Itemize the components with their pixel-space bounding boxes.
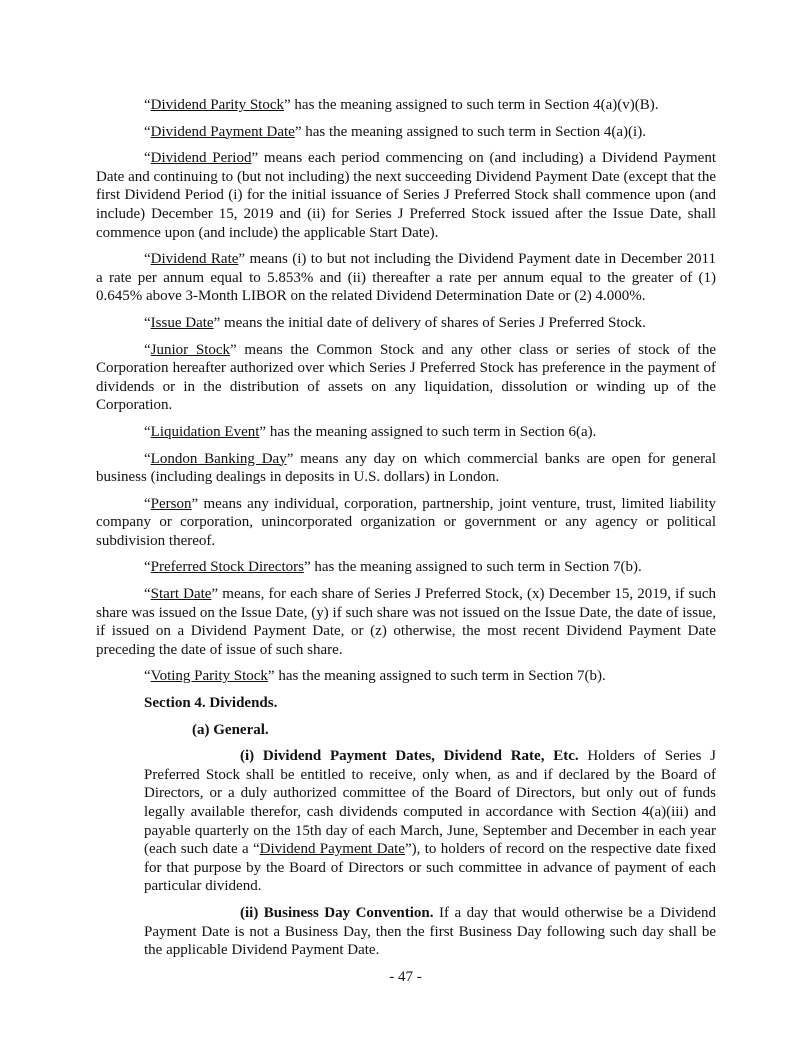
definition-text: ” means the Common Stock and any other class or series of stock of the Corporation hereafter authorized over which Series J Preferred Stock has preference in the payment of dividends or in the distribution of assets on any liquidation, dissolution or winding up of the Corporation. — [96, 341, 717, 414]
defined-term: Dividend Payment Date — [150, 123, 295, 140]
definition-dividend-payment-date: “Dividend Payment Date” has the meaning assigned to such term in Section 4(a)(i). — [144, 123, 646, 140]
definition-text: ” means (i) to but not including the Dividend Payment date in December 2011 a rate per annum equal to 5.853% and (ii) thereafter a rate per annum equal to the greater of (1) 0.645% above 3-Month LIBOR on the related Dividend Determination Date or (2) 4.000%. — [96, 251, 716, 305]
defined-term: Liquidation Event — [150, 423, 260, 440]
definition-junior-stock: “Junior Stock” means the Common Stock and any other class or series of stock of the Corporation hereafter authorized over which Series J Preferred Stock has preference in the payment of dividends or in the distribution of assets on any liquidation, dissolution or winding up of the Corporation. — [96, 341, 717, 414]
defined-term: Dividend Period — [150, 150, 252, 167]
definition-text: ” has the meaning assigned to such term in Section 4(a)(v)(B). — [284, 97, 659, 113]
defined-term: Voting Parity Stock — [150, 668, 268, 685]
definition-text: ” has the meaning assigned to such term in Section 6(a). — [259, 423, 597, 440]
defined-term: Junior Stock — [150, 341, 231, 358]
definition-text: ” has the meaning assigned to such term in Section 7(b). — [303, 559, 642, 576]
paragraph-heading: (ii) Business Day Convention. — [240, 904, 434, 921]
defined-term: Issue Date — [150, 314, 214, 331]
section-heading: Section 4. Dividends. — [144, 695, 278, 712]
definition-text: ” has the meaning assigned to such term in Section 7(b). — [267, 668, 606, 685]
paragraph-heading: (i) Dividend Payment Dates, Dividend Rate, Etc. — [240, 748, 579, 765]
definition-voting-parity-stock: “Voting Parity Stock” has the meaning assigned to such term in Section 7(b). — [144, 668, 606, 685]
defined-term: Preferred Stock Directors — [150, 559, 304, 576]
definition-issue-date: “Issue Date” means the initial date of delivery of shares of Series J Preferred Stock. — [144, 314, 646, 331]
defined-term: Dividend Rate — [150, 251, 239, 268]
definition-text: ” means any individual, corporation, partnership, joint venture, trust, limited liability company or corporation, unincorporated organization or government or any agency or political subdivision thereof. — [96, 495, 716, 549]
definition-london-banking-day: “London Banking Day” means any day on which commercial banks are open for general business (including dealings in deposits in U.S. dollars) in London. — [96, 450, 717, 486]
definition-liquidation-event: “Liquidation Event” has the meaning assigned to such term in Section 6(a). — [144, 423, 597, 440]
defined-term: London Banking Day — [150, 450, 287, 467]
paragraph-text: Holders of Series J Preferred Stock shall be entitled to receive, only when, as and if declared by the Board of Directors, or a duly authorized committee of the Board of Directors, but only out of funds legally available therefor, cash dividends computed in accordance with Section 4(a)(iii) and payable quarterly on the 15th day of each March, June, September and December in each year (each such date a “ — [144, 748, 717, 858]
definition-text: ” means the initial date of delivery of shares of Series J Preferred Stock. — [213, 314, 646, 331]
paragraph-text: If a day that would otherwise be a Dividend Payment Date is not a Business Day, then the first Business Day following such day shall be the applicable Dividend Payment Date. — [144, 904, 716, 959]
definition-text: ” has the meaning assigned to such term in Section 4(a)(i). — [294, 123, 646, 140]
defined-term: Person — [150, 495, 192, 512]
definition-start-date: “Start Date” means, for each share of Series J Preferred Stock, (x) December 15, 2019, if such share was issued on the Issue Date, (y) if such share was not issued on the Issue Date, the date of issue, if issued on a Dividend Payment Date, or (z) otherwise, the most recent Dividend Payment Date preceding the date of issue of such share. — [96, 586, 716, 658]
subsection-heading: (a) General. — [192, 721, 269, 738]
definition-person: “Person” means any individual, corporation, partnership, joint venture, trust, limited liability company or corporation, unincorporated organization or government or any agency or political subdivision thereof. — [96, 495, 716, 549]
page-content — [96, 96, 716, 968]
defined-term: Start Date — [150, 586, 212, 603]
paragraph-business-day-convention — [96, 904, 716, 960]
page-number: - 47 - — [389, 969, 422, 985]
definition-text: ” means, for each share of Series J Preferred Stock, (x) December 15, 2019, if such share was issued on the Issue Date, (y) if such share was not issued on the Issue Date, the date of issue, if issued on a Dividend Payment Date, or (z) otherwise, the most recent Dividend Payment Date preceding the date of issue of such share. — [96, 586, 716, 658]
definition-preferred-stock-directors: “Preferred Stock Directors” has the meaning assigned to such term in Section 7(b). — [144, 559, 642, 576]
definition-text: ” means each period commencing on (and including) a Dividend Payment Date and continuing to (but not including) the next succeeding Dividend Payment Date (except that the first Dividend Period (i) for the initial issuance of Series J Preferred Stock shall commence upon (and include) December 15, 2019 and (ii) for Series J Preferred Stock issued after the Issue Date, shall commence upon (and include) the applicable Start Date). — [96, 150, 716, 241]
definition-dividend-period: “Dividend Period” means each period commencing on (and including) a Dividend Payment Date and continuing to (but not including) the next succeeding Dividend Payment Date (except that the first Dividend Period (i) for the initial issuance of Series J Preferred Stock shall commence upon (and include) December 15, 2019 and (ii) for Series J Preferred Stock issued after the Issue Date, shall commence upon (and include) the applicable Start Date). — [96, 150, 716, 241]
paragraph-text: ”), to holders of record on the respective date fixed for that purpose by the Board of Directors or such committee in advance of payment of each particular dividend. — [144, 841, 716, 895]
definition-dividend-rate: “Dividend Rate” means (i) to but not including the Dividend Payment date in December 2011 a rate per annum equal to 5.853% and (ii) thereafter a rate per annum equal to the greater of (1) 0.645% above 3-Month LIBOR on the related Dividend Determination Date or (2) 4.000%. — [96, 251, 716, 305]
defined-term: Dividend Payment Date — [259, 841, 405, 858]
defined-term: Dividend Parity Stock — [150, 97, 284, 113]
definition-text: ” means any day on which commercial banks are open for general business (including dealings in deposits in U.S. dollars) in London. — [96, 450, 717, 486]
paragraph-dividend-payment-dates — [96, 747, 716, 896]
definition-dividend-parity-stock: “Dividend Parity Stock” has the meaning assigned to such term in Section 4(a)(v)(B). — [144, 97, 659, 113]
